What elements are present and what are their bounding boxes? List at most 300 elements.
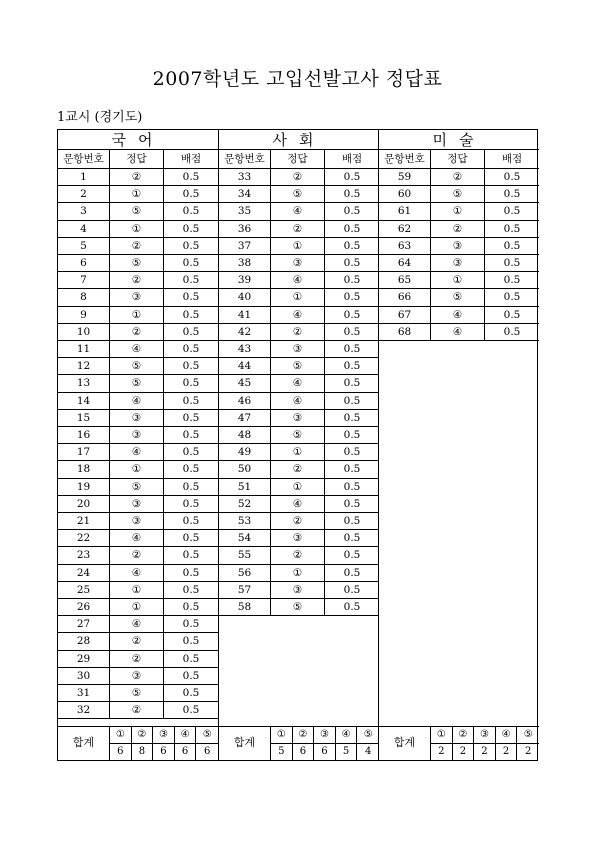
answer-row [219,324,379,341]
question-number: 35 [219,203,271,219]
answer-row [58,702,218,719]
answer-row [58,616,218,633]
question-number: 59 [379,169,431,185]
choice-count: 2 [453,744,475,760]
answer-row [219,530,379,547]
correct-answer: ⑤ [110,358,164,374]
question-number: 60 [379,186,431,202]
answer-row [58,565,218,582]
score-value: 0.5 [503,205,521,218]
answer-row [379,186,539,203]
answer-row [58,496,218,513]
score-value: 0.5 [182,515,200,527]
question-number: 57 [219,582,271,598]
choice-count: 6 [153,744,175,760]
question-number: 66 [379,289,431,305]
score-value: 0.5 [182,325,200,338]
choice-symbol: ⑤ [517,727,539,744]
question-number: 38 [219,255,271,271]
choice-symbol: ③ [474,727,496,744]
score-value: 0.5 [182,257,200,269]
score-value: 0.5 [182,394,200,407]
choice-symbol: ④ [336,727,358,744]
correct-answer: ⑤ [110,203,164,219]
correct-answer: ① [110,307,164,323]
score-value: 0.5 [182,343,200,355]
correct-answer: ① [271,289,325,305]
correct-answer: ③ [271,341,325,357]
choice-symbol: ① [431,727,453,744]
correct-answer: ⑤ [110,375,164,391]
choice-symbol: ③ [314,727,336,744]
totals-label: 합계 [219,727,271,760]
score-value: 0.5 [343,583,361,596]
answer-row [58,547,218,564]
correct-answer: ④ [110,616,164,632]
answer-row [219,169,379,186]
correct-answer: ⑤ [271,427,325,443]
correct-answer: ① [110,461,164,477]
answer-row [58,461,218,478]
answer-row [219,375,379,392]
totals-grid [110,727,218,760]
answer-row [58,668,218,685]
question-number: 18 [58,461,110,477]
correct-answer: ① [431,203,485,219]
score-value: 0.5 [182,446,200,459]
question-number: 6 [58,255,110,271]
question-number: 31 [58,685,110,701]
correct-answer: ② [271,324,325,340]
correct-answer: ① [271,238,325,254]
answer-row [219,496,379,513]
answer-row [58,582,218,599]
score-value: 0.5 [182,601,200,613]
answer-row [379,289,539,306]
question-number: 8 [58,289,110,305]
correct-answer: ④ [271,272,325,288]
choice-count: 6 [314,744,336,760]
question-number: 56 [219,565,271,581]
question-number: 15 [58,410,110,426]
header-answer: 정답 [271,150,325,168]
answer-row [219,479,379,496]
choice-symbol: ⑤ [196,727,218,744]
score-value: 0.5 [343,171,361,183]
question-number: 10 [58,324,110,340]
score-value: 0.5 [343,325,361,338]
question-number: 41 [219,307,271,323]
header-num: 문항번호 [219,150,271,168]
answer-row [219,272,379,289]
answer-row [219,393,379,410]
score-value: 0.5 [343,446,361,459]
correct-answer: ④ [271,307,325,323]
score-value: 0.5 [343,463,361,476]
correct-answer: ② [110,238,164,254]
score-value: 0.5 [182,291,200,304]
answer-row [58,272,218,289]
correct-answer: ④ [110,341,164,357]
score-value: 0.5 [503,291,521,304]
score-value: 0.5 [343,601,361,613]
correct-answer: ③ [431,238,485,254]
correct-answer: ① [271,565,325,581]
score-value: 0.5 [503,274,521,287]
choice-count: 4 [365,746,372,757]
answer-row [219,461,379,478]
score-value: 0.5 [343,205,361,218]
correct-answer: ② [110,547,164,563]
subject-name: 미술 [379,130,539,150]
question-number: 2 [58,186,110,202]
choice-symbol: ⑤ [357,727,379,744]
answer-row [58,255,218,272]
question-number: 44 [219,358,271,374]
answer-row [58,307,218,324]
score-value: 0.5 [343,188,361,201]
answer-row [58,341,218,358]
question-number: 63 [379,238,431,254]
question-number: 64 [379,255,431,271]
question-number: 23 [58,547,110,563]
correct-answer: ⑤ [110,255,164,271]
question-number: 25 [58,582,110,598]
choice-count: 2 [525,746,532,757]
choice-symbol: ② [293,727,315,744]
choice-count: 6 [204,746,211,757]
answer-row [219,307,379,324]
choice-count: 6 [293,744,315,760]
score-value: 0.5 [182,618,200,631]
answer-row [219,186,379,203]
score-value: 0.5 [182,411,200,424]
score-value: 0.5 [503,171,521,183]
answer-row [58,427,218,444]
question-number: 24 [58,565,110,581]
question-number: 58 [219,599,271,615]
page-title: 2007학년도 고입선발고사 정답표 [152,68,443,90]
answer-row [58,375,218,392]
correct-answer: ⑤ [431,289,485,305]
subject-name: 국어 [58,130,218,150]
answer-row [219,289,379,306]
score-value: 0.5 [343,532,361,545]
question-number: 7 [58,272,110,288]
score-value: 0.5 [182,532,200,545]
correct-answer: ② [271,461,325,477]
correct-answer: ③ [110,427,164,443]
correct-answer: ⑤ [431,186,485,202]
answer-row [58,393,218,410]
score-value: 0.5 [182,583,200,596]
score-value: 0.5 [182,205,200,218]
question-number: 46 [219,393,271,409]
answer-row [219,565,379,582]
answer-row [219,599,379,616]
header-answer: 정답 [110,150,164,168]
totals-row [58,726,218,760]
question-number: 16 [58,427,110,443]
score-value: 0.5 [182,497,200,510]
score-value: 0.5 [343,480,361,493]
answer-row [219,444,379,461]
score-value: 0.5 [343,497,361,510]
answer-row [379,307,539,324]
choice-count: 5 [336,744,358,760]
score-value: 0.5 [182,360,200,373]
score-value: 0.5 [182,669,200,682]
choice-symbol: ② [132,727,154,744]
choice-count: 2 [431,744,453,760]
answer-row [58,289,218,306]
score-value: 0.5 [182,635,200,648]
question-number: 34 [219,186,271,202]
score-value: 0.5 [343,566,361,579]
score-value: 0.5 [503,257,521,269]
correct-answer: ① [110,186,164,202]
correct-answer: ② [110,324,164,340]
header-num: 문항번호 [58,150,110,168]
session-label: 1교시 (경기도) [57,110,143,125]
choice-count: 2 [474,744,496,760]
correct-answer: ② [110,651,164,667]
correct-answer: ④ [431,324,485,340]
choice-symbol: ① [110,727,132,744]
choice-symbol: ③ [153,727,175,744]
correct-answer: ② [110,272,164,288]
score-value: 0.5 [343,429,361,441]
correct-answer: ② [431,221,485,237]
correct-answer: ② [110,702,164,718]
score-value: 0.5 [503,325,521,338]
header-score: 배점 [501,153,523,165]
subject-column-2 [218,130,379,760]
question-number: 49 [219,444,271,460]
answer-row [58,203,218,220]
answer-row [219,513,379,530]
question-number: 30 [58,668,110,684]
correct-answer: ③ [271,410,325,426]
question-number: 22 [58,530,110,546]
choice-count: 5 [271,744,293,760]
correct-answer: ③ [110,289,164,305]
score-value: 0.5 [182,308,200,321]
totals-label: 합계 [58,727,110,760]
question-number: 54 [219,530,271,546]
choice-count: 6 [110,744,132,760]
correct-answer: ④ [110,393,164,409]
answer-row [379,221,539,238]
correct-answer: ④ [271,393,325,409]
answer-row [58,238,218,255]
subject-column-3 [378,130,539,760]
correct-answer: ③ [110,668,164,684]
question-number: 27 [58,616,110,632]
score-value: 0.5 [182,480,200,493]
score-value: 0.5 [343,257,361,269]
choice-symbol: ② [453,727,475,744]
question-number: 3 [58,203,110,219]
answer-row [219,203,379,220]
header-answer: 정답 [431,150,485,168]
answer-row [219,358,379,375]
correct-answer: ② [271,513,325,529]
score-value: 0.5 [182,429,200,441]
answer-row [58,186,218,203]
score-value: 0.5 [182,549,200,562]
question-number: 42 [219,324,271,340]
score-value: 0.5 [182,171,200,183]
correct-answer: ② [271,547,325,563]
choice-count: 6 [175,744,197,760]
question-number: 51 [219,479,271,495]
correct-answer: ⑤ [271,358,325,374]
answer-row [58,685,218,702]
question-number: 52 [219,496,271,512]
correct-answer: ① [110,221,164,237]
question-number: 5 [58,238,110,254]
totals-grid [431,727,539,760]
answer-row [58,479,218,496]
score-value: 0.5 [182,463,200,476]
subject-column-1 [58,130,218,760]
score-value: 0.5 [343,343,361,355]
answer-row [58,324,218,341]
correct-answer: ① [110,582,164,598]
answer-row [219,410,379,427]
question-number: 55 [219,547,271,563]
header-score: 배점 [180,153,202,165]
question-number: 36 [219,221,271,237]
correct-answer: ③ [271,530,325,546]
correct-answer: ③ [110,513,164,529]
question-number: 4 [58,221,110,237]
score-value: 0.5 [182,188,200,201]
choice-symbol: ① [271,727,293,744]
question-number: 32 [58,702,110,718]
correct-answer: ① [110,599,164,615]
answer-row [379,272,539,289]
question-number: 47 [219,410,271,426]
score-value: 0.5 [343,222,361,235]
correct-answer: ③ [271,255,325,271]
score-value: 0.5 [343,239,361,252]
answer-sheet [57,129,538,761]
answer-row [58,651,218,668]
question-number: 21 [58,513,110,529]
question-number: 11 [58,341,110,357]
correct-answer: ④ [271,375,325,391]
column-headers [219,150,379,169]
score-value: 0.5 [343,549,361,562]
question-number: 19 [58,479,110,495]
correct-answer: ④ [110,530,164,546]
question-number: 29 [58,651,110,667]
question-number: 20 [58,496,110,512]
score-value: 0.5 [503,308,521,321]
score-value: 0.5 [343,394,361,407]
answer-row [58,444,218,461]
question-number: 45 [219,375,271,391]
score-value: 0.5 [182,377,200,390]
score-value: 0.5 [182,687,200,699]
answer-row [219,547,379,564]
question-number: 1 [58,169,110,185]
question-number: 67 [379,307,431,323]
score-value: 0.5 [343,411,361,424]
question-number: 62 [379,221,431,237]
answer-row [58,221,218,238]
answer-row [219,582,379,599]
correct-answer: ⑤ [271,599,325,615]
score-value: 0.5 [182,274,200,287]
score-value: 0.5 [503,222,521,235]
correct-answer: ③ [110,410,164,426]
correct-answer: ⑤ [110,685,164,701]
correct-answer: ③ [110,496,164,512]
score-value: 0.5 [343,291,361,304]
question-number: 12 [58,358,110,374]
question-number: 17 [58,444,110,460]
answer-row [58,169,218,186]
score-value: 0.5 [182,222,200,235]
answer-row [379,203,539,220]
answer-row [58,530,218,547]
score-value: 0.5 [343,515,361,527]
answer-row [219,221,379,238]
header-score: 배점 [341,153,363,165]
question-number: 33 [219,169,271,185]
correct-answer: ② [271,221,325,237]
answer-row [219,255,379,272]
correct-answer: ① [271,444,325,460]
correct-answer: ④ [271,203,325,219]
score-value: 0.5 [343,308,361,321]
answer-row [58,410,218,427]
totals-row [379,726,539,760]
column-headers [379,150,539,169]
question-number: 50 [219,461,271,477]
question-number: 65 [379,272,431,288]
correct-answer: ② [431,169,485,185]
correct-answer: ⑤ [110,479,164,495]
header-num: 문항번호 [379,150,431,168]
correct-answer: ① [271,479,325,495]
score-value: 0.5 [182,239,200,252]
answer-row [219,427,379,444]
column-headers [58,150,218,169]
totals-row [219,726,379,760]
score-value: 0.5 [343,377,361,390]
question-number: 40 [219,289,271,305]
question-number: 28 [58,633,110,649]
score-value: 0.5 [503,188,521,201]
question-number: 43 [219,341,271,357]
question-number: 48 [219,427,271,443]
question-number: 39 [219,272,271,288]
answer-row [379,169,539,186]
question-number: 68 [379,324,431,340]
answer-row [219,341,379,358]
correct-answer: ③ [271,582,325,598]
answer-row [58,599,218,616]
question-number: 61 [379,203,431,219]
answer-row [379,238,539,255]
score-value: 0.5 [182,652,200,665]
answer-row [58,358,218,375]
score-value: 0.5 [343,274,361,287]
